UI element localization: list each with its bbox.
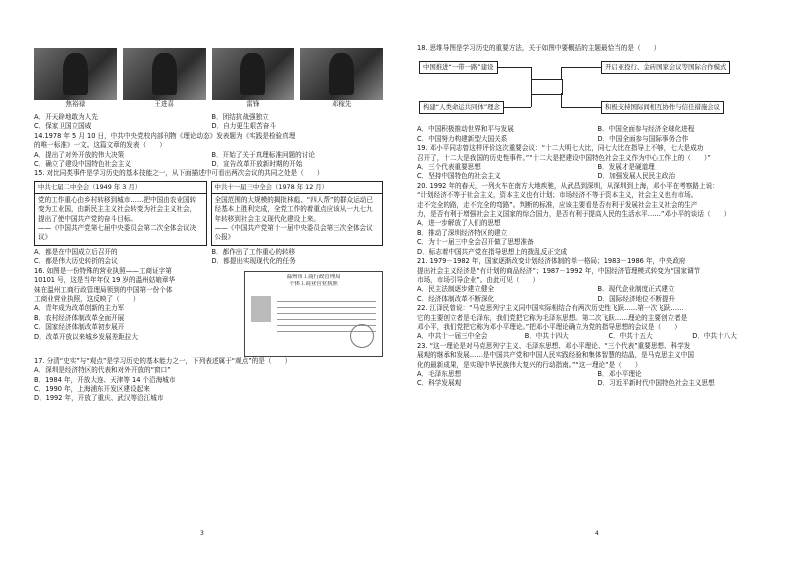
- license-seal: [350, 324, 374, 348]
- q21-options: [417, 285, 772, 304]
- q20-option-a: A．进一步解放了人们的思想: [417, 219, 501, 228]
- q15-option-b: B．都作出了工作重心的转移: [211, 247, 296, 256]
- q18-option-c: C．中国努力构建新型大国关系: [417, 134, 508, 143]
- q23-option-c: C．科学发展观: [417, 379, 462, 388]
- photo-caption: 雷锋: [246, 100, 260, 108]
- box-source: ——《中国共产党第十一届中央委员会第三次全体会议公报》: [214, 224, 373, 242]
- q15-option-a: A．都是在中国成立后召开的: [34, 247, 118, 256]
- q21-option-b: B．现代企业制度正式建立: [597, 285, 675, 294]
- q14-stem: 14.1978 年 5 月 10 日，中共中央党校内部刊物《理论动态》发表题为《实践是检验真理: [34, 131, 296, 140]
- q14-option-a: A．提出了对外开放的伟大决策: [34, 150, 125, 159]
- box-body: 全国范围的大规模的揭批林彪、“四人帮”的群众运动已经基本上胜利完成，全党工作的着重点应该从一九七九年转移到社会主义现代化建设上来。: [214, 195, 373, 223]
- q22-options: [417, 332, 772, 341]
- q14-option-d: D．宣告改革开放新时期的开始: [211, 160, 303, 169]
- q20-stem: 20. 1992 年的春天，一列火车在南方大地疾驰，从武昌到深圳，从深圳到上海，邓小平在考察路上说：: [417, 181, 719, 190]
- q19-option-b: B．发展才是硬道理: [597, 163, 655, 172]
- q22-stem: 邓小平，我们党把它称为邓小平理论。”把邓小平理论确立为党的指导思想的会议是（ ）: [417, 322, 681, 331]
- q22-stem: 它的主要创立者是毛泽东，我们党把它称为毛泽东思想。第二次飞跃……理论的主要创立者是: [417, 313, 688, 322]
- license-subtitle: 温州市工商行政管理局: [286, 273, 341, 280]
- q13-option-d: D．自力更生艰苦奋斗: [211, 122, 276, 131]
- q21-option-d: D．国际经济地位不断提升: [597, 294, 676, 303]
- q16-block: [34, 267, 383, 357]
- q16-option-c: C．国家经济体制改革初步展开: [34, 323, 125, 332]
- q16-stem: 工商业营业执照，这反映了（ ）: [34, 294, 140, 303]
- q16-stem: 妹在温州工商行政管理局领到的中国第一份个体: [34, 285, 173, 294]
- q14-stem: 的唯一标准》一文。这篇文章的发表（ ）: [34, 141, 166, 150]
- license-photo: [251, 296, 271, 322]
- q17-option-b: B．1984 年，开放大连、天津等 14 个沿海城市: [34, 375, 176, 384]
- box-title: 中共七届二中全会（1949 年 3 月）: [35, 182, 206, 194]
- mind-map-node: 积极支持国际间相互协作与信任措施会议: [601, 101, 724, 114]
- q16-option-d: D．改革开放以来城乡发展差距拉大: [34, 332, 138, 341]
- q15-box-seventh-plenum: [34, 181, 207, 246]
- q22-option-a: A．中共十一届三中全会: [417, 332, 488, 341]
- q15-options: [34, 248, 383, 267]
- page-number: 3: [200, 530, 204, 537]
- mind-map-center-node: [531, 79, 563, 95]
- box-body: 党的工作重心由乡村转移到城市……把中国由农业国转变为工业国，由新民主主义社会转变为社会主义社会，提出了使中国共产党的奋斗目标。: [38, 195, 197, 223]
- q21-stem: 21. 1979－1982 年，国家逐渐改变计划经济体制的单一格局；1983－1986 年，中央政府: [417, 257, 686, 266]
- q23-option-d: D．习近平新时代中国特色社会主义思想: [597, 379, 715, 388]
- q23-option-a: A．毛泽东思想: [417, 369, 462, 378]
- q22-option-b: B．中共十四大: [524, 332, 569, 341]
- box-title: 中共十一届三中全会（1978 年 12 月）: [212, 182, 383, 194]
- mind-map-node: 构建“人类命运共同体”理念: [419, 101, 504, 114]
- photo-caption: 王进喜: [154, 100, 175, 108]
- q23-stem: 展观的继承和发展……是中国共产党和中国人民实践经验和集体智慧的结晶，是马克思主义中国: [417, 351, 694, 360]
- q18-stem: 18. 思维导图是学习历史的重要方法，关于如图中要概括的主题最恰当的是（ ）: [417, 44, 661, 52]
- q16-stem: 10101 号，这是当年年仅 19 岁的温州姑娘章华: [34, 276, 176, 285]
- q20-stem: “计划经济不等于社会主义，资本主义也有计划；市场经济不等于资本主义，社会主义也有市场。: [417, 191, 698, 200]
- portrait-photo-lei-feng: [212, 48, 295, 100]
- q18-options: [417, 125, 772, 144]
- q14-option-b: B．开始了关于真理标准问题的讨论: [211, 150, 315, 159]
- q23-stem: 23. “这一理论是对马克思列宁主义、毛泽东思想、邓小平理论、“三个代表”重要思想、科学发: [417, 341, 691, 350]
- q22-option-c: C．中共十五大: [608, 332, 653, 341]
- box-source: ——《中国共产党第七届中央委员会第二次全体会议决议》: [38, 224, 197, 242]
- q22-option-d: D．中共十八大: [692, 332, 737, 341]
- mind-map-node: 开启亚投行、金砖国家会议等国际合作模式: [601, 61, 730, 74]
- q15-box-third-plenum: [211, 181, 384, 246]
- q14-options: [34, 151, 383, 170]
- q18-option-d: D．中国全面参与国际事务合作: [597, 134, 689, 143]
- mind-map-node: 中国推进“一带一路”建设: [419, 61, 498, 74]
- license-title: 个体工商业营业执照: [289, 280, 338, 287]
- q17-stem: 17. 分清“史实”与“观点”是学习历史的基本能力之一，下列表述属于“观点”的是（ ）: [34, 356, 292, 365]
- q19-option-d: D．加强发展人民民主政治: [597, 172, 676, 181]
- q17-option-d: D．1992 年，开放了重庆、武汉等沿江城市: [34, 394, 164, 403]
- q23-stem: 化的最新成果，是实现中华民族伟大复兴的行动指南。”“这一理论”是（ ）: [417, 360, 642, 369]
- q13-options: [34, 113, 383, 132]
- q15-option-d: D．都提出实现现代化的任务: [211, 257, 296, 266]
- portrait-photo-jiao-yulu: [34, 48, 117, 100]
- q13-option-a: A．开天辟地敢为人先: [34, 113, 98, 121]
- photo-caption: 焦裕禄: [65, 100, 86, 108]
- portrait-photo-strip: [34, 48, 383, 100]
- q23-option-b: B．邓小平理论: [597, 369, 642, 378]
- q21-stem: 市场，市场引导企业”。由此可见（ ）: [417, 275, 540, 284]
- q14-option-c: C．确立了建设中国特色社会主义: [34, 160, 131, 169]
- photo-caption: 邓稼先: [331, 100, 352, 108]
- page-number: 4: [595, 530, 599, 537]
- business-license-image: [244, 271, 383, 357]
- q19-option-a: A．三个代表重要思想: [417, 163, 481, 172]
- q19-option-c: C．坚持中国特色的社会主义: [417, 172, 501, 181]
- q20-stem: 力，是否有利于增强社会主义国家的综合国力，是否有利于提高人民的生活水平……”邓小平的谈话（ ）: [417, 210, 731, 219]
- q20-option-d: D．标志着中国共产党在指导思想上的拨乱反正完成: [417, 247, 568, 256]
- q21-option-a: A．民主法制逐步建立健全: [417, 285, 495, 294]
- q15-option-c: C．都是伟大历史转折的会议: [34, 257, 118, 266]
- q15-comparison-boxes: [34, 181, 383, 246]
- q19-options: [417, 163, 772, 182]
- q18-mind-map: [417, 55, 772, 121]
- q21-option-c: C．经济体制改革不断深化: [417, 294, 495, 303]
- right-exam-page: [397, 0, 794, 561]
- q15-stem: 15. 对比同类事件是学习历史的基本技能之一，从下面描述中可看出两次会议的共同之处是（ ）: [34, 169, 324, 178]
- q19-stem: 召开了，十二大是我国的历史性事件。”“十二大是把建设中国特色社会主义作为中心工作上的（ ）”: [417, 153, 711, 162]
- q16-stem: 16. 如图是一份特殊的营业执照——工商证字第: [34, 266, 172, 275]
- q20-stem: 走不完全的路，走不完全的弯路”。判断的标准，应该主要看是否有利于发展社会主义社会的生产: [417, 200, 698, 209]
- q13-option-b: B．团结抗战强独立: [211, 113, 269, 121]
- portrait-captions: [34, 100, 383, 109]
- portrait-photo-wang-jinxi: [123, 48, 206, 100]
- portrait-photo-deng-jiaxian: [300, 48, 383, 100]
- q20-option-c: C．为十一届三中全会召开做了思想准备: [417, 238, 534, 247]
- q17-option-a: A．深圳是经济特区的代表和对外开放的“窗口”: [34, 366, 171, 375]
- q22-stem: 22. 江泽民曾说：“马克思列宁主义同中国实际相结合有两次历史性飞跃……第一次飞跃……: [417, 304, 684, 313]
- q16-option-b: B．农村经济体制改革全面开展: [34, 313, 125, 322]
- q19-stem: 19. 邓小平同志曾这样评价这次重要会议：“十二大明七大比，同七大比在指导上不够，七大是成功: [417, 144, 704, 153]
- q23-options: [417, 370, 772, 389]
- q20-option-b: B．推动了深圳经济特区的建立: [417, 228, 508, 237]
- q17-option-c: C．1990 年，上海浦东开发区建设起来: [34, 384, 150, 393]
- q16-option-a: A．青年成为改革创新的主力军: [34, 304, 125, 313]
- q18-option-b: B．中国全面参与经济全球化进程: [597, 125, 695, 134]
- q18-option-a: A．中国积极推动世界和平与发展: [417, 125, 514, 134]
- q21-stem: 提出社会主义经济是“有计划的商品经济”；1987－1992 年，中国经济管理模式转变为“国家调节: [417, 266, 701, 275]
- q13-option-c: C．保家卫国立国威: [34, 122, 92, 131]
